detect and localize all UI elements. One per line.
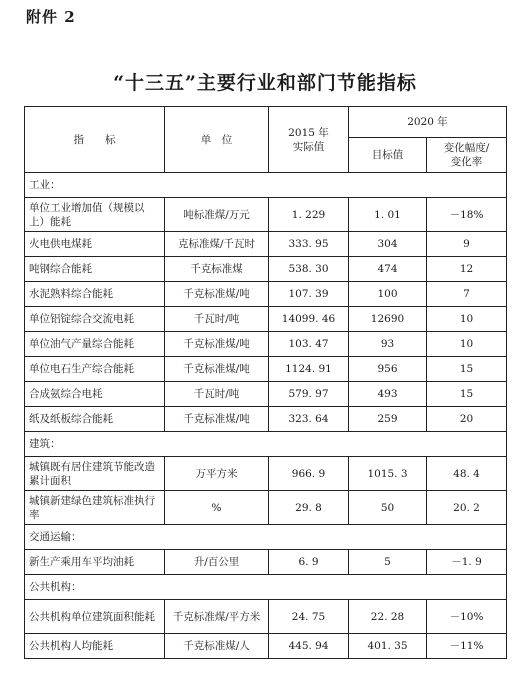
table-row [25, 634, 507, 659]
actual-2015-cell: 333. 95 [269, 232, 349, 257]
change-cell: 12 [427, 257, 507, 282]
category-row [25, 173, 507, 198]
table-row [25, 491, 507, 525]
actual-2015-cell: 966. 9 [269, 457, 349, 491]
target-cell: 22. 28 [349, 600, 427, 634]
actual-2015-cell: 29. 8 [269, 491, 349, 525]
target-cell: 304 [349, 232, 427, 257]
header-actual-2015: 2015 年 实际值 [269, 107, 349, 173]
indicator-cell: 新生产乘用车平均油耗 [25, 550, 165, 575]
indicator-cell: 水泥熟料综合能耗 [25, 282, 165, 307]
actual-2015-cell: 538. 30 [269, 257, 349, 282]
change-cell: 10 [427, 332, 507, 357]
indicator-cell: 单位工业增加值（规模以上）能耗 [25, 198, 165, 232]
table-row [25, 357, 507, 382]
table-row [25, 382, 507, 407]
table-row [25, 407, 507, 432]
table-row [25, 257, 507, 282]
target-cell: 1015. 3 [349, 457, 427, 491]
change-cell: 20. 2 [427, 491, 507, 525]
target-cell: 50 [349, 491, 427, 525]
indicator-cell: 城镇新建绿色建筑标准执行率 [25, 491, 165, 525]
indicator-cell: 单位油气产量综合能耗 [25, 332, 165, 357]
category-label: 交通运输： [25, 525, 507, 550]
actual-2015-cell: 445. 94 [269, 634, 349, 659]
category-label: 建筑： [25, 432, 507, 457]
header-change: 变化幅度/ 变化率 [427, 138, 507, 173]
header-unit: 单 位 [165, 107, 269, 173]
indicator-cell: 单位电石生产综合能耗 [25, 357, 165, 382]
change-cell: －11% [427, 634, 507, 659]
indicator-cell: 城镇既有居住建筑节能改造累计面积 [25, 457, 165, 491]
table-row [25, 307, 507, 332]
table-row [25, 550, 507, 575]
table-row [25, 457, 507, 491]
table-row [25, 282, 507, 307]
unit-cell: 千克标准煤/吨 [165, 357, 269, 382]
target-cell: 100 [349, 282, 427, 307]
target-cell: 93 [349, 332, 427, 357]
header-target: 目标值 [349, 138, 427, 173]
indicator-cell: 纸及纸板综合能耗 [25, 407, 165, 432]
change-cell: 9 [427, 232, 507, 257]
actual-2015-cell: 1. 229 [269, 198, 349, 232]
table-row [25, 332, 507, 357]
table-body [25, 173, 507, 659]
change-cell: 10 [427, 307, 507, 332]
table-row [25, 232, 507, 257]
table-row [25, 198, 507, 232]
target-cell: 493 [349, 382, 427, 407]
unit-cell: 千克标准煤 [165, 257, 269, 282]
change-cell: 15 [427, 357, 507, 382]
target-cell: 12690 [349, 307, 427, 332]
actual-2015-cell: 24. 75 [269, 600, 349, 634]
category-label: 公共机构： [25, 575, 507, 600]
table-row [25, 600, 507, 634]
unit-cell: 千克标准煤/吨 [165, 282, 269, 307]
unit-cell: 千克标准煤/吨 [165, 332, 269, 357]
indicator-table [24, 106, 507, 659]
unit-cell: % [165, 491, 269, 525]
target-cell: 1. 01 [349, 198, 427, 232]
change-cell: －10% [427, 600, 507, 634]
change-cell: 20 [427, 407, 507, 432]
indicator-cell: 合成氨综合电耗 [25, 382, 165, 407]
target-cell: 956 [349, 357, 427, 382]
change-cell: 7 [427, 282, 507, 307]
unit-cell: 吨标准煤/万元 [165, 198, 269, 232]
actual-2015-cell: 14099. 46 [269, 307, 349, 332]
target-cell: 5 [349, 550, 427, 575]
indicator-cell: 吨钢综合能耗 [25, 257, 165, 282]
unit-cell: 万平方米 [165, 457, 269, 491]
indicator-cell: 公共机构人均能耗 [25, 634, 165, 659]
annex-label: 附件 2 [26, 8, 76, 26]
target-cell: 401. 35 [349, 634, 427, 659]
unit-cell: 千克标准煤/吨 [165, 407, 269, 432]
header-indicator: 指 标 [25, 107, 165, 173]
actual-2015-cell: 323. 64 [269, 407, 349, 432]
actual-2015-cell: 1124. 91 [269, 357, 349, 382]
category-row [25, 525, 507, 550]
unit-cell: 千克标准煤/平方米 [165, 600, 269, 634]
change-cell: 48. 4 [427, 457, 507, 491]
change-cell: －1. 9 [427, 550, 507, 575]
unit-cell: 千瓦时/吨 [165, 382, 269, 407]
page-title: “十三五”主要行业和部门节能指标 [113, 72, 417, 94]
change-cell: 15 [427, 382, 507, 407]
category-row [25, 575, 507, 600]
change-cell: －18% [427, 198, 507, 232]
category-row [25, 432, 507, 457]
indicator-cell: 火电供电煤耗 [25, 232, 165, 257]
actual-2015-cell: 103. 47 [269, 332, 349, 357]
actual-2015-cell: 6. 9 [269, 550, 349, 575]
unit-cell: 升/百公里 [165, 550, 269, 575]
target-cell: 474 [349, 257, 427, 282]
unit-cell: 千瓦时/吨 [165, 307, 269, 332]
unit-cell: 克标准煤/千瓦时 [165, 232, 269, 257]
target-cell: 259 [349, 407, 427, 432]
indicator-cell: 单位铝锭综合交流电耗 [25, 307, 165, 332]
indicator-cell: 公共机构单位建筑面积能耗 [25, 600, 165, 634]
header-year-2020: 2020 年 [349, 107, 507, 138]
actual-2015-cell: 579. 97 [269, 382, 349, 407]
category-label: 工业： [25, 173, 507, 198]
actual-2015-cell: 107. 39 [269, 282, 349, 307]
unit-cell: 千克标准煤/人 [165, 634, 269, 659]
